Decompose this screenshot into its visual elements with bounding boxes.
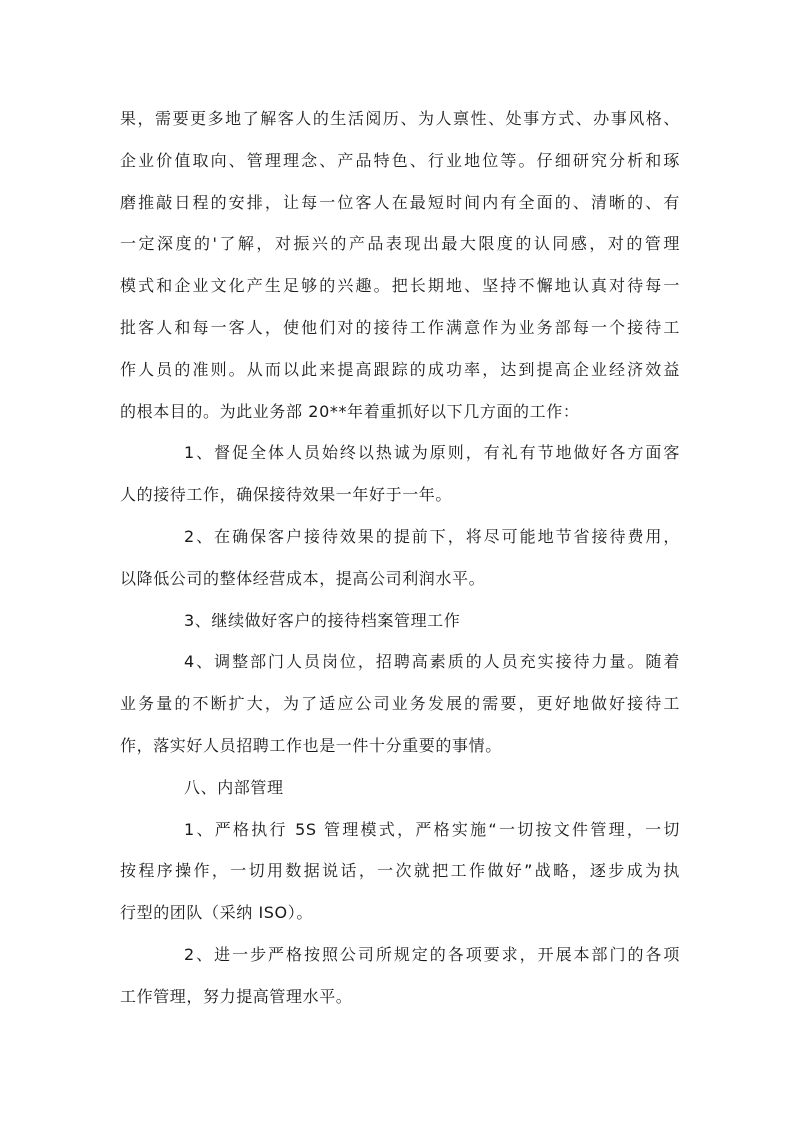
section-heading: 八、内部管理	[184, 777, 284, 797]
text-line: 工作管理，努力提高管理水平。	[120, 986, 353, 1006]
text-line: 模式和企业文化产生足够的兴趣。把长期地、坚持不懈地认真对待每一	[120, 276, 680, 296]
text-line: 人的接待工作，确保接待效果一年好于一年。	[120, 485, 453, 505]
text-line: 作人员的准则。从而以此来提高跟踪的成功率，达到提高企业经济效益	[120, 359, 680, 379]
text-line: 果，需要更多地了解客人的生活阅历、为人禀性、处事方式、办事风格、	[120, 109, 680, 128]
text-line: 一定深度的'了解，对振兴的产品表现出最大限度的认同感，对的管理	[120, 234, 680, 254]
text-line: 磨推敲日程的安排，让每一位客人在最短时间内有全面的、清晰的、有	[120, 192, 680, 212]
document-body	[120, 98, 680, 1018]
text-line: 作，落实好人员招聘工作也是一件十分重要的事情。	[120, 735, 502, 755]
text-line: 行型的团队（采纳 ISO）。	[120, 903, 313, 923]
list-item-1-line: 1、严格执行 5S 管理模式，严格实施“一切按文件管理，一切	[184, 819, 680, 839]
text-line: 的根本目的。为此业务部 20**年着重抓好以下几方面的工作：	[120, 401, 580, 421]
text-line: 以降低公司的整体经营成本，提高公司利润水平。	[120, 568, 486, 588]
text-line: 业务量的不断扩大，为了适应公司业务发展的需要，更好地做好接待工	[120, 694, 680, 714]
list-item-3-line: 3、继续做好客户的接待档案管理工作	[184, 610, 461, 630]
text-line: 企业价值取向、管理理念、产品特色、行业地位等。仔细研究分析和琢	[120, 150, 680, 170]
text-line: 按程序操作，一切用数据说话，一次就把工作做好”战略，逐步成为执	[120, 861, 680, 881]
text-line: 批客人和每一客人，使他们对的接待工作满意作为业务部每一个接待工	[120, 317, 680, 337]
list-item-2-line: 2、在确保客户接待效果的提前下，将尽可能地节省接待费用，	[184, 526, 680, 546]
list-item-2-line: 2、进一步严格按照公司所规定的各项要求，开展本部门的各项	[184, 944, 680, 964]
list-item-1-line: 1、督促全体人员始终以热诚为原则，有礼有节地做好各方面客	[184, 443, 680, 463]
list-item-4-line: 4、调整部门人员岗位，招聘高素质的人员充实接待力量。随着	[184, 652, 680, 672]
